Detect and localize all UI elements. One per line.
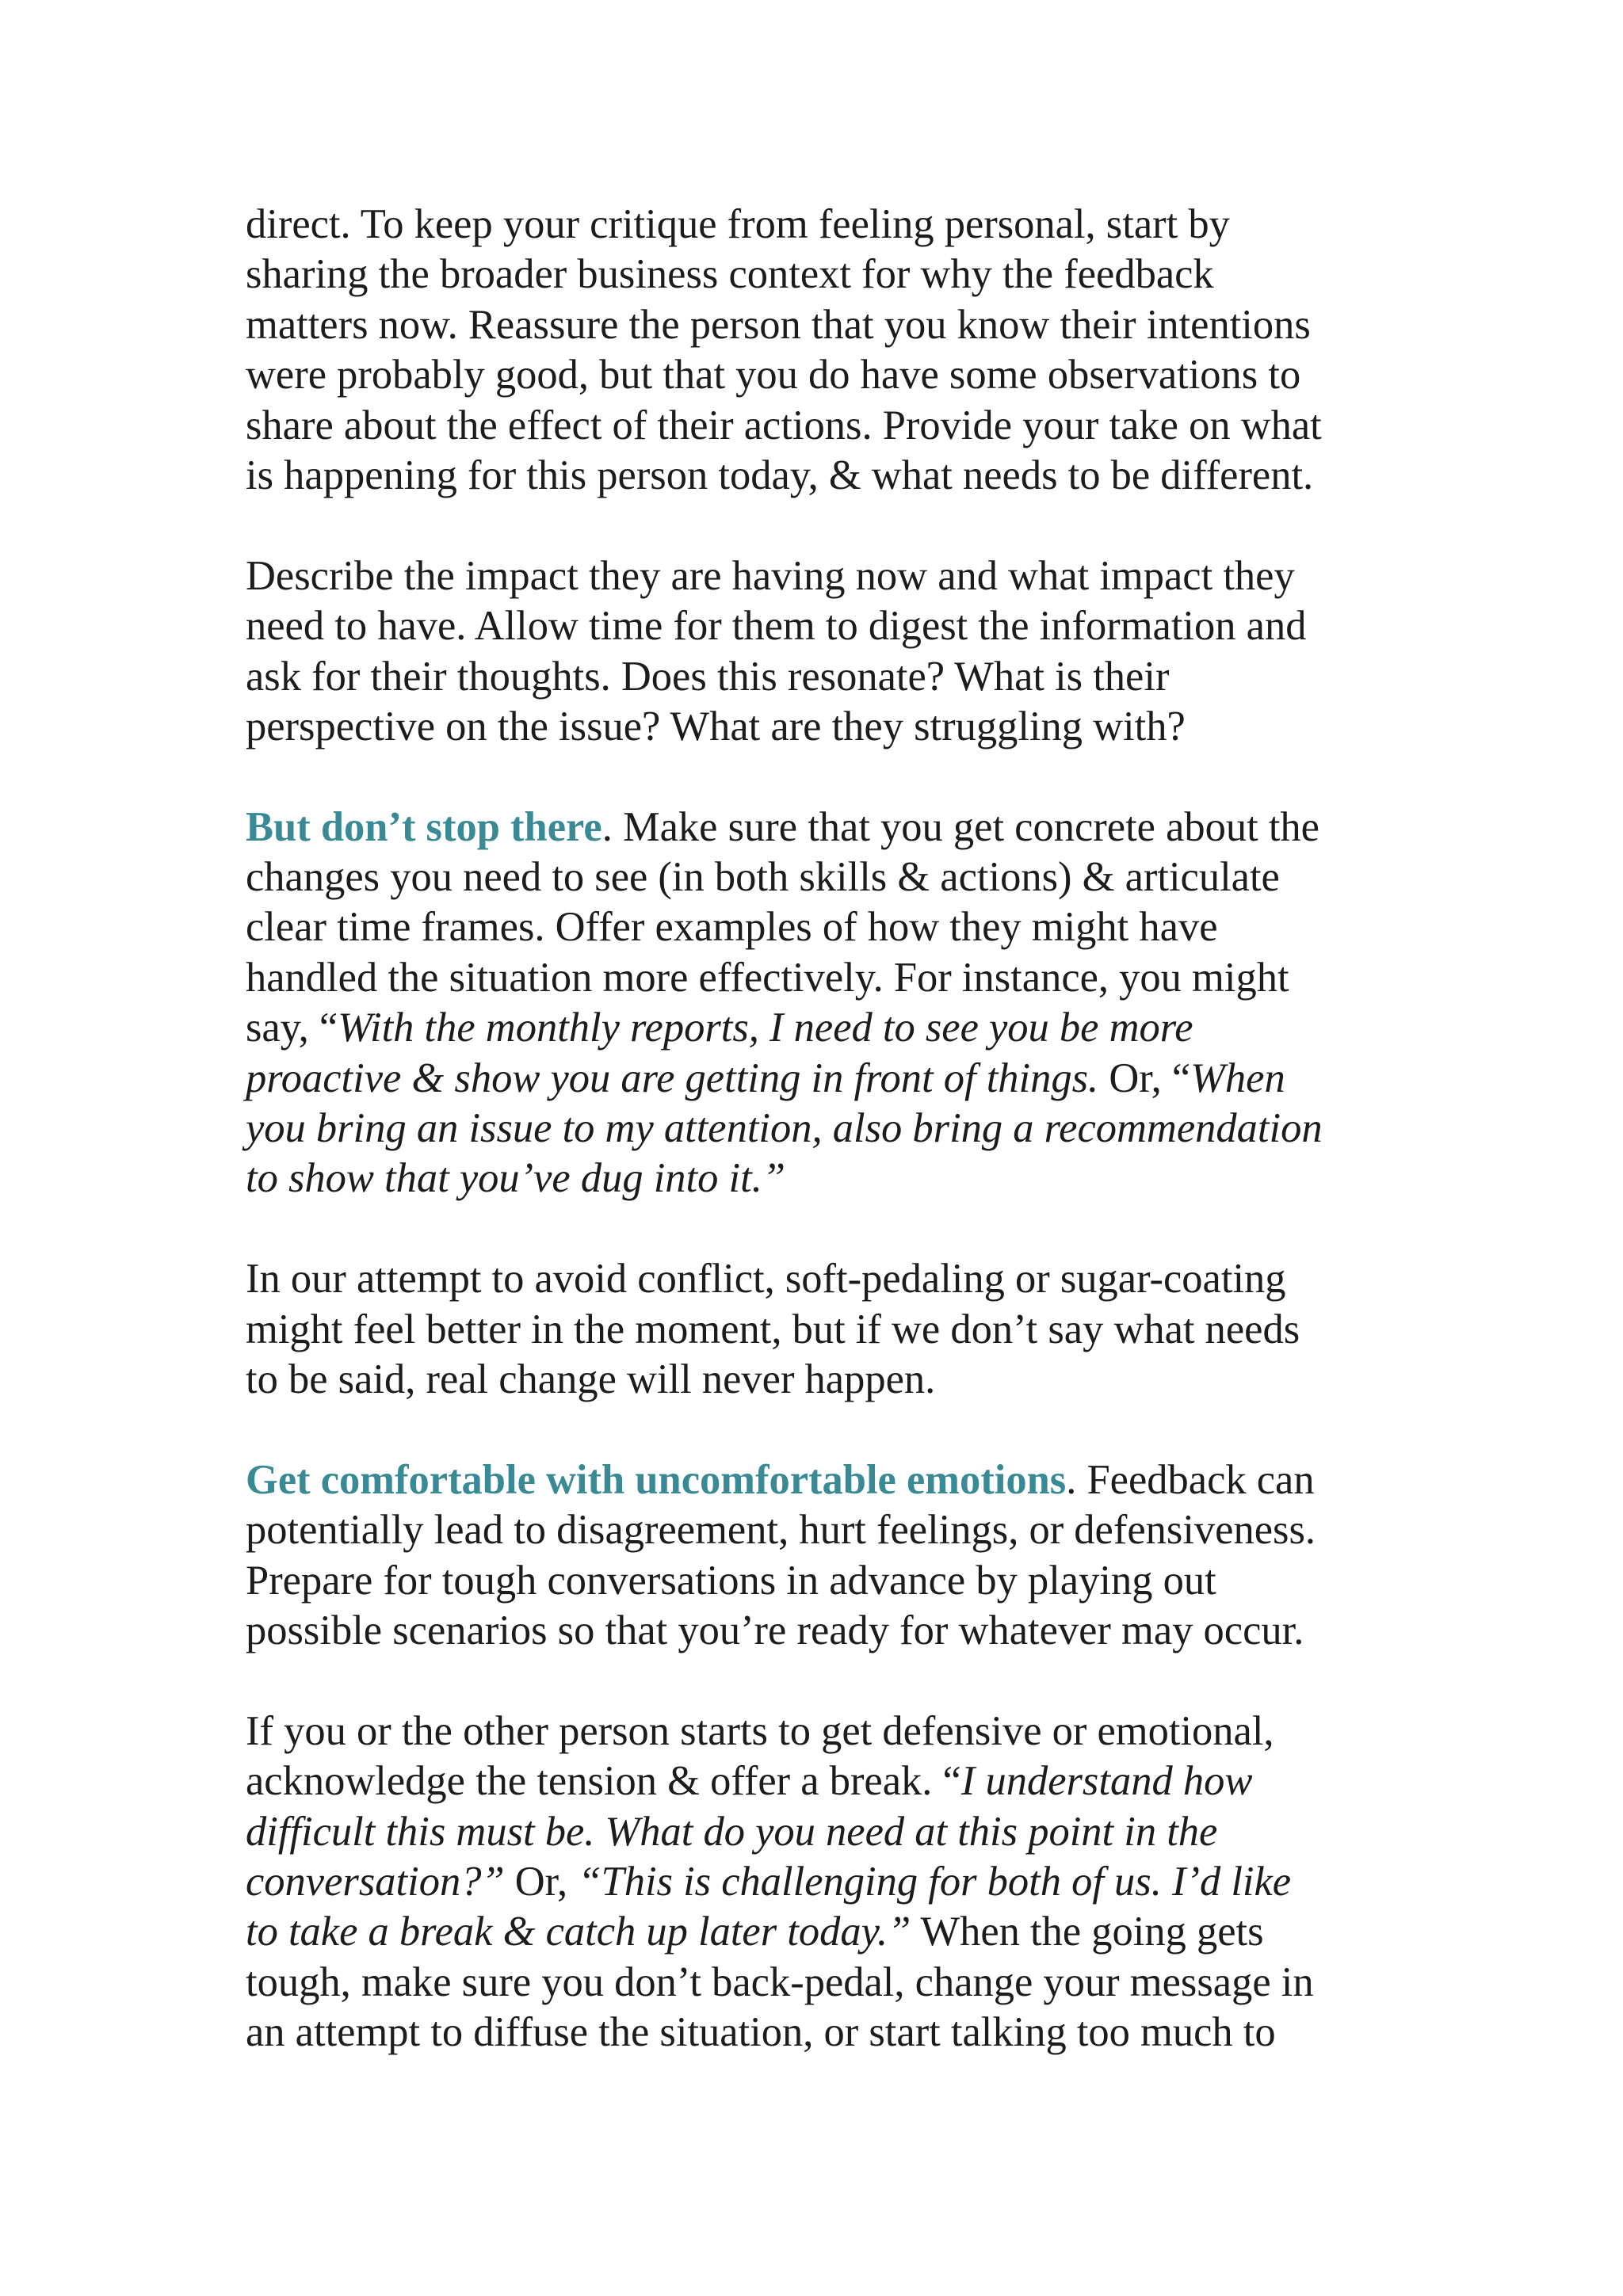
paragraph-impact	[246, 551, 1395, 753]
quote-text: proactive & show you are getting in front of things.	[246, 1055, 1099, 1101]
text-line: is happening for this person today, & what needs to be different.	[246, 452, 1314, 498]
text-line: to be said, real change will never happen.	[246, 1356, 936, 1402]
text-line	[246, 1857, 1395, 1907]
text-run: acknowledge the tension & offer a break. “	[246, 1758, 961, 1805]
text-line	[246, 803, 1395, 852]
paragraph-emotions	[246, 1455, 1395, 1657]
text-run: Or,	[504, 1858, 579, 1905]
quote-text: to show that you’ve dug into it.”	[246, 1155, 786, 1202]
quote-text: With the monthly reports, I need to see you be more	[338, 1005, 1193, 1051]
quote-text: difficult this must be. What do you need at this point in the	[246, 1808, 1218, 1855]
quote-text: “This is challenging for both of us. I’d like	[578, 1858, 1292, 1905]
paragraph-dont-stop	[246, 803, 1395, 1204]
section-heading: But don’t stop there	[246, 803, 602, 850]
text-line: perspective on the issue? What are they struggling with?	[246, 703, 1186, 749]
document-page	[246, 200, 1395, 2108]
text-run: . Feedback can	[1066, 1456, 1315, 1503]
quote-text: you bring an issue to my attention, also bring a recommendation	[246, 1105, 1323, 1152]
text-line	[246, 1003, 1395, 1053]
paragraph-context	[246, 200, 1395, 501]
text-line: changes you need to see (in both skills & actions) & articulate	[246, 854, 1280, 901]
text-line: potentially lead to disagreement, hurt feelings, or defensiveness.	[246, 1507, 1316, 1554]
text-line: share about the effect of their actions. Provide your take on what	[246, 402, 1322, 448]
text-line	[246, 1907, 1395, 1957]
text-line	[246, 1756, 1395, 1806]
text-run: say, “	[246, 1005, 338, 1051]
text-line: tough, make sure you don’t back-pedal, change your message in	[246, 1958, 1314, 2005]
text-line	[246, 1054, 1395, 1104]
quote-text: When	[1190, 1055, 1285, 1101]
text-line: clear time frames. Offer examples of how they might have	[246, 904, 1218, 951]
text-line: Prepare for tough conversations in advance by playing out	[246, 1557, 1216, 1604]
text-line: an attempt to diffuse the situation, or start talking too much to	[246, 2009, 1276, 2056]
text-line: handled the situation more effectively. For instance, you might	[246, 954, 1289, 1001]
text-line: possible scenarios so that you’re ready for whatever may occur.	[246, 1607, 1304, 1653]
quote-text: conversation?”	[246, 1858, 505, 1905]
text-line: direct. To keep your critique from feeling personal, start by	[246, 201, 1230, 247]
paragraph-defensive	[246, 1707, 1395, 2058]
text-run: . Make sure that you get concrete about the	[601, 803, 1319, 850]
text-line: In our attempt to avoid conflict, soft-pedaling or sugar-coating	[246, 1256, 1286, 1302]
text-line: If you or the other person starts to get defensive or emotional,	[246, 1707, 1274, 1754]
text-run: When the going gets	[911, 1909, 1264, 1955]
text-line: Describe the impact they are having now and what impact they	[246, 552, 1295, 599]
text-line: might feel better in the moment, but if we don’t say what needs	[246, 1306, 1300, 1352]
text-line: matters now. Reassure the person that you know their intentions	[246, 301, 1311, 348]
section-heading: Get comfortable with uncomfortable emotions	[246, 1456, 1067, 1503]
text-line: sharing the broader business context for why the feedback	[246, 251, 1214, 298]
text-line: ask for their thoughts. Does this resonate? What is their	[246, 653, 1170, 700]
quote-text: I understand how	[960, 1758, 1253, 1805]
paragraph-conflict	[246, 1254, 1395, 1405]
text-line: need to have. Allow time for them to digest the information and	[246, 603, 1307, 650]
quote-text: to take a break & catch up later today.”	[246, 1909, 911, 1955]
text-line: were probably good, but that you do have some observations to	[246, 352, 1301, 399]
text-line	[246, 1455, 1395, 1505]
text-run: Or, “	[1098, 1055, 1191, 1101]
